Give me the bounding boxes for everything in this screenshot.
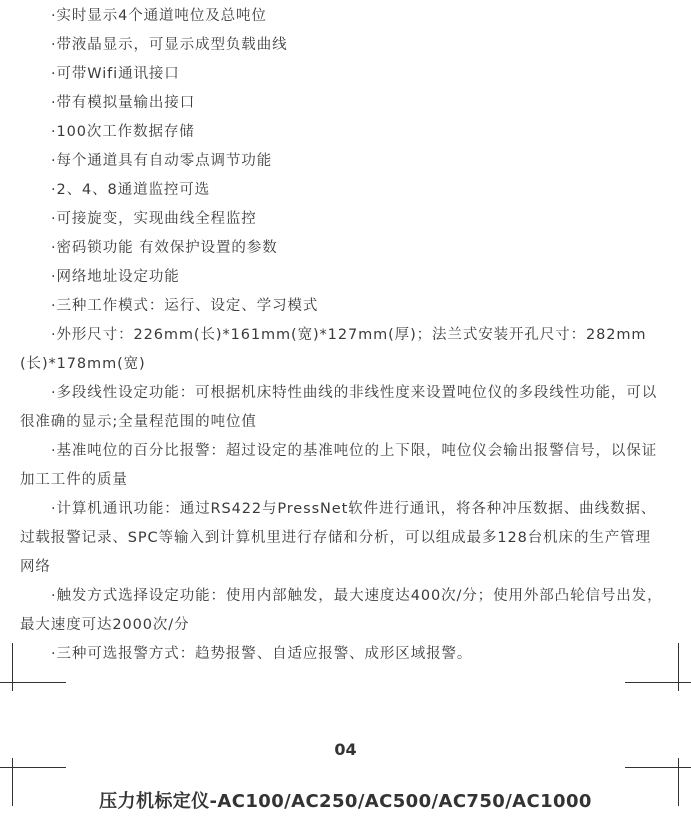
document-title: 压力机标定仪-AC100/AC250/AC500/AC750/AC1000 xyxy=(99,791,592,812)
feature-item: ·2、4、8通道监控可选 xyxy=(51,182,211,198)
feature-item: ·触发方式选择设定功能：使用内部触发，最大速度达400次/分；使用外部凸轮信号出发，最大速度可达2000次/分 xyxy=(20,588,663,633)
feature-item: ·基准吨位的百分比报警：超过设定的基准吨位的上下限，吨位仪会输出报警信号，以保证加工工件的质量 xyxy=(20,443,658,488)
feature-item: ·三种可选报警方式：趋势报警、自适应报警、成形区域报警。 xyxy=(51,646,473,662)
crop-mark-left-bottom-h xyxy=(0,767,66,768)
feature-item: ·计算机通讯功能：通过RS422与PressNet软件进行通讯，将各种冲压数据、曲线数据、过载报警记录、SPC等输入到计算机里进行存储和分析，可以组成最多128台机床的生产管理网络 xyxy=(20,501,657,575)
crop-mark-right-top-h xyxy=(625,682,691,683)
feature-item: ·密码锁功能 有效保护设置的参数 xyxy=(51,240,278,256)
crop-mark-left-top-h xyxy=(0,682,66,683)
feature-item: ·带有模拟量输出接口 xyxy=(51,95,196,111)
feature-item: ·可接旋变，实现曲线全程监控 xyxy=(51,211,257,227)
crop-mark-right-bottom-h xyxy=(625,767,691,768)
page-number: 04 xyxy=(334,740,357,759)
feature-item: ·实时显示4个通道吨位及总吨位 xyxy=(51,8,267,24)
feature-item: ·每个通道具有自动零点调节功能 xyxy=(51,153,273,169)
crop-mark-left-top-v xyxy=(12,643,13,691)
feature-item: ·外形尺寸：226mm(长)*161mm(宽)*127mm(厚)；法兰式安装开孔尺寸：282mm(长)*178mm(宽) xyxy=(20,327,647,372)
feature-item: ·100次工作数据存储 xyxy=(51,124,195,140)
feature-item: ·网络地址设定功能 xyxy=(51,269,180,285)
crop-mark-right-top-v xyxy=(678,643,679,691)
feature-item: ·多段线性设定功能：可根据机床特性曲线的非线性度来设置吨位仪的多段线性功能，可以很准确的显示;全量程范围的吨位值 xyxy=(20,385,658,430)
feature-item: ·可带Wifi通讯接口 xyxy=(51,66,180,82)
feature-list xyxy=(20,2,665,669)
feature-item: ·三种工作模式：运行、设定、学习模式 xyxy=(51,298,319,314)
feature-item: ·带液晶显示，可显示成型负载曲线 xyxy=(51,37,288,53)
